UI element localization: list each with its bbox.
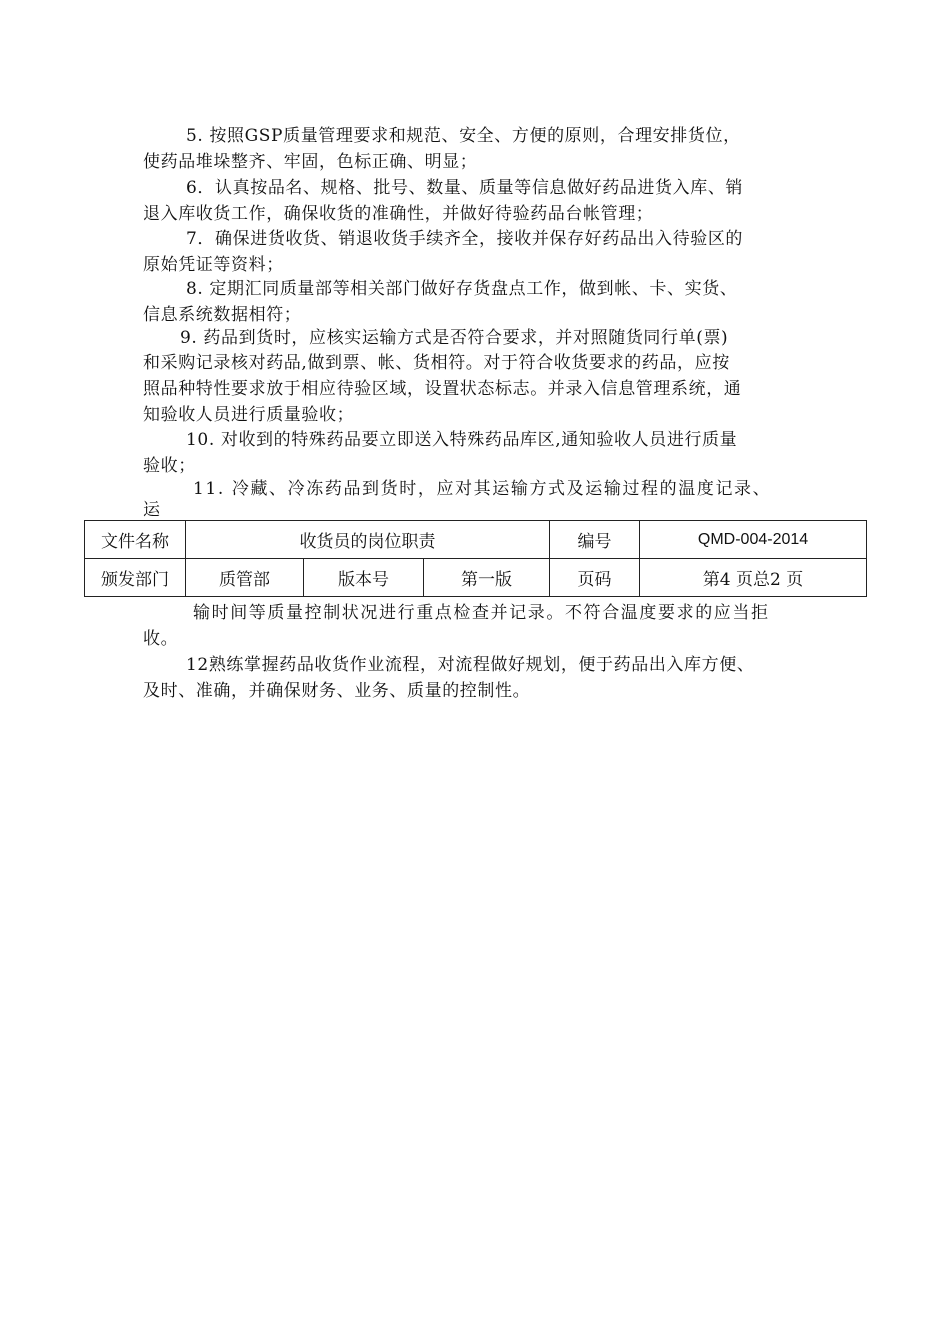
paragraph-6-line-1: 6．认真按品名、规格、批号、数量、质量等信息做好药品进货入库、销 — [186, 178, 744, 198]
paragraph-8-line-2: 信息系统数据相符； — [143, 305, 302, 325]
paragraph-9-line-2: 和采购记录核对药品,做到票、帐、货相符。对于符合收货要求的药品，应按 — [143, 353, 730, 373]
code-value: QMD-004-2014 — [640, 521, 867, 559]
paragraph-11-line-1: 11. 冷藏、冷冻药品到货时，应对其运输方式及运输过程的温度记录、 — [193, 479, 772, 499]
page-value: 第4 页总2 页 — [640, 559, 867, 597]
table-row — [85, 559, 867, 597]
paragraph-10-line-2: 验收； — [143, 456, 196, 476]
paragraph-11-line-3: 输时间等质量控制状况进行重点检查并记录。不符合温度要求的应当拒 — [193, 603, 770, 623]
paragraph-12-line-2: 及时、准确，并确保财务、业务、质量的控制性。 — [143, 681, 531, 701]
file-name-value: 收货员的岗位职责 — [186, 521, 550, 559]
paragraph-6-line-2: 退入库收货工作，确保收货的准确性，并做好待验药品台帐管理； — [143, 204, 654, 224]
paragraph-7-line-1: 7．确保进货收货、销退收货手续齐全，接收并保存好药品出入待验区的 — [186, 229, 744, 249]
paragraph-11-line-4: 收。 — [143, 629, 179, 649]
paragraph-8-line-1: 8. 定期汇同质量部等相关部门做好存货盘点工作，做到帐、卡、实货、 — [186, 279, 738, 299]
issuing-dept-label: 颁发部门 — [85, 559, 186, 597]
paragraph-12-line-1: 12熟练掌握药品收货作业流程，对流程做好规划，便于药品出入库方便、 — [186, 655, 755, 675]
page-label: 页码 — [550, 559, 640, 597]
paragraph-7-line-2: 原始凭证等资料； — [143, 255, 284, 275]
paragraph-11-line-2: 运 — [143, 500, 160, 520]
paragraph-9-line-3: 照品种特性要求放于相应待验区域，设置状态标志。并录入信息管理系统，通 — [143, 379, 742, 399]
paragraph-5-line-1: 5. 按照GSP质量管理要求和规范、安全、方便的原则，合理安排货位， — [186, 126, 741, 146]
paragraph-5-line-2: 使药品堆垛整齐、牢固，色标正确、明显； — [143, 152, 478, 172]
version-label: 版本号 — [304, 559, 424, 597]
issuing-dept-value: 质管部 — [186, 559, 304, 597]
code-label: 编号 — [550, 521, 640, 559]
document-header-table — [84, 520, 867, 597]
file-name-label: 文件名称 — [85, 521, 186, 559]
paragraph-9-line-1: 9. 药品到货时，应核实运输方式是否符合要求，并对照随货同行单(票) — [180, 328, 729, 348]
paragraph-10-line-1: 10. 对收到的特殊药品要立即送入特殊药品库区,通知验收人员进行质量 — [186, 430, 738, 450]
paragraph-9-line-4: 知验收人员进行质量验收； — [143, 405, 355, 425]
version-value: 第一版 — [424, 559, 550, 597]
table-row — [85, 521, 867, 559]
